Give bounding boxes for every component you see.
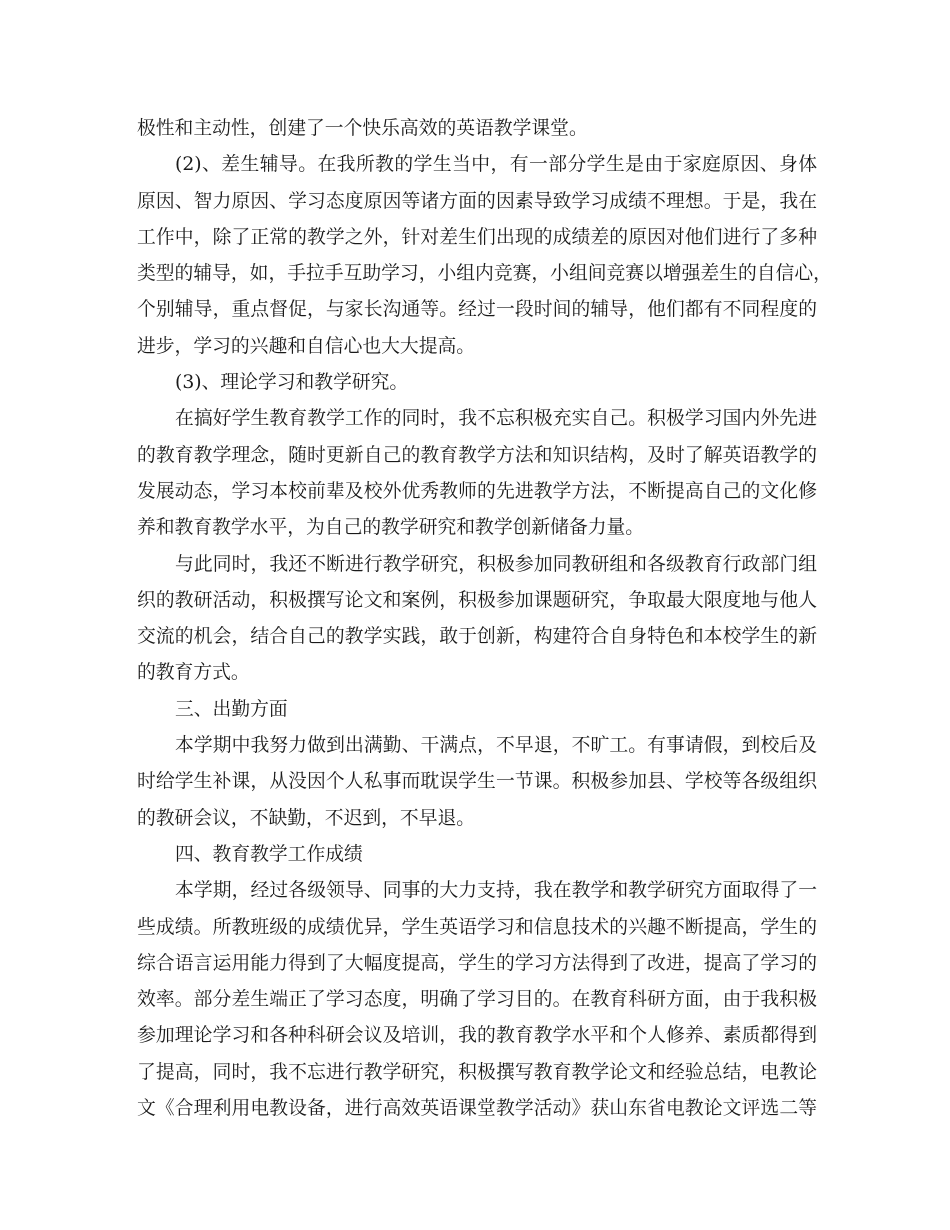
text-line: 些成绩。所教班级的成绩优异，学生英语学习和信息技术的兴趣不断提高，学生的 bbox=[137, 916, 817, 938]
text-line: 三、出勤方面 bbox=[175, 698, 288, 720]
text-line: (2)、差生辅导。在我所教的学生当中，有一部分学生是由于家庭原因、身体 bbox=[175, 154, 817, 176]
text-line: 织的教研活动，积极撰写论文和案例，积极参加课题研究，争取最大限度地与他人 bbox=[137, 589, 817, 611]
text-line: 交流的机会，结合自己的教学实践，敢于创新，构建符合自身特色和本校学生的新 bbox=[137, 626, 817, 648]
text-line: 时给学生补课，从没因个人私事而耽误学生一节课。积极参加县、学校等各级组织 bbox=[137, 771, 817, 793]
text-line: 本学期中我努力做到出满勤、干满点，不早退，不旷工。有事请假，到校后及 bbox=[175, 735, 817, 757]
text-line: 综合语言运用能力得到了大幅度提高，学生的学习方法得到了改进，提高了学习的 bbox=[137, 952, 817, 974]
text-line: 个别辅导，重点督促，与家长沟通等。经过一段时间的辅导，他们都有不同程度的 bbox=[137, 299, 817, 321]
text-line: 原因、智力原因、学习态度原因等诸方面的因素导致学习成绩不理想。于是，我在 bbox=[137, 190, 817, 212]
text-line: (3)、理论学习和教学研究。 bbox=[175, 372, 409, 394]
text-line: 进步，学习的兴趣和自信心也大大提高。 bbox=[137, 335, 476, 357]
text-line: 四、教育教学工作成绩 bbox=[175, 843, 363, 865]
text-line: 极性和主动性，创建了一个快乐高效的英语教学课堂。 bbox=[137, 118, 588, 139]
text-line: 类型的辅导，如，手拉手互助学习，小组内竞赛，小组间竞赛以增强差生的自信心， bbox=[137, 263, 832, 285]
text-line: 工作中，除了正常的教学之外，针对差生们出现的成绩差的原因对他们进行了多种 bbox=[137, 226, 817, 248]
text-line: 文《合理利用电教设备，进行高效英语课堂教学活动》获山东省电教论文评选二等 bbox=[137, 1098, 817, 1120]
text-line: 的教研会议，不缺勤，不迟到，不早退。 bbox=[137, 807, 476, 829]
text-line: 的教育教学理念，随时更新自己的教育教学方法和知识结构，及时了解英语教学的 bbox=[137, 444, 817, 466]
body-text bbox=[137, 111, 832, 1127]
text-line: 效率。部分差生端正了学习态度，明确了学习目的。在教育科研方面，由于我积极 bbox=[137, 989, 817, 1011]
text-line: 发展动态，学习本校前辈及校外优秀教师的先进教学方法，不断提高自己的文化修 bbox=[137, 480, 817, 502]
text-line: 与此同时，我还不断进行教学研究，积极参加同教研组和各级教育行政部门组 bbox=[175, 553, 817, 575]
text-line: 本学期，经过各级领导、同事的大力支持，我在教学和教学研究方面取得了一 bbox=[175, 880, 817, 902]
text-line: 了提高，同时，我不忘进行教学研究，积极撰写教育教学论文和经验总结，电教论 bbox=[137, 1061, 817, 1083]
text-line: 养和教育教学水平，为自己的教学研究和教学创新储备力量。 bbox=[137, 517, 645, 539]
text-line: 参加理论学习和各种科研会议及培训，我的教育教学水平和个人修养、素质都得到 bbox=[137, 1025, 817, 1047]
text-line: 的教育方式。 bbox=[137, 662, 250, 684]
text-line: 在搞好学生教育教学工作的同时，我不忘积极充实自己。积极学习国内外先进 bbox=[175, 408, 817, 430]
